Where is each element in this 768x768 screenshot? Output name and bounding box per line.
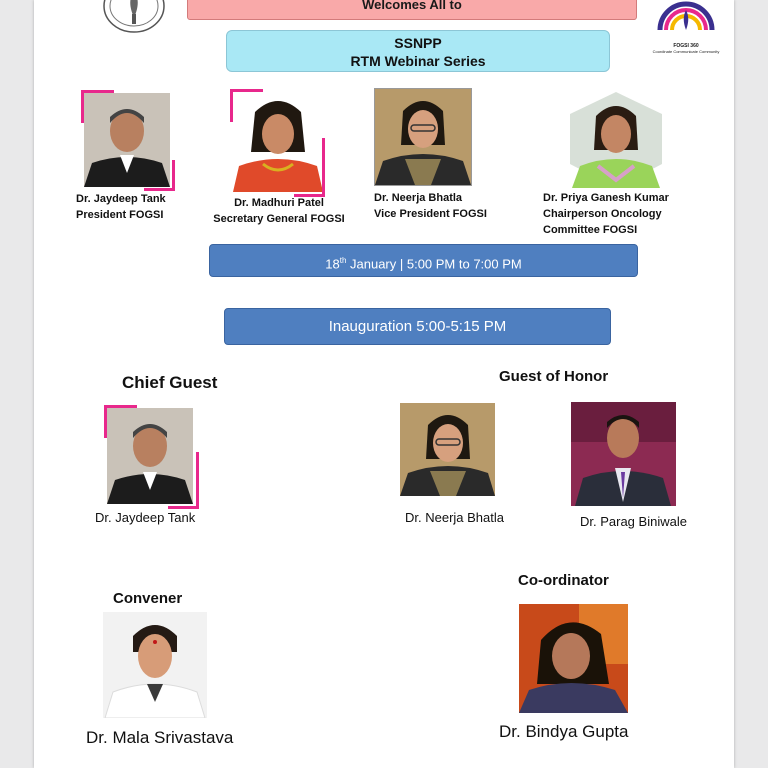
event-date-bar bbox=[209, 244, 638, 277]
fogsi-logo bbox=[103, 0, 165, 38]
series-line-2: RTM Webinar Series bbox=[350, 53, 486, 69]
official-caption-1 bbox=[76, 191, 206, 223]
poster-page bbox=[34, 0, 734, 768]
chief-guest-heading: Chief Guest bbox=[122, 373, 218, 392]
official-role: Secretary General FOGSI bbox=[213, 213, 345, 225]
official-name: Dr. Jaydeep Tank bbox=[76, 193, 166, 205]
official-role: Vice President FOGSI bbox=[374, 208, 487, 220]
convener-name: Dr. Mala Srivastava bbox=[86, 728, 234, 747]
official-role-line-2: Committee FOGSI bbox=[543, 224, 638, 236]
date-day: 18 bbox=[325, 256, 340, 272]
convener-heading: Convener bbox=[113, 590, 183, 607]
welcome-banner bbox=[187, 0, 637, 20]
portrait-neerja-bhatla bbox=[374, 88, 472, 186]
official-name: Dr. Neerja Bhatla bbox=[374, 192, 463, 204]
date-rest: January | 5:00 PM to 7:00 PM bbox=[346, 256, 522, 272]
official-role: President FOGSI bbox=[76, 209, 164, 221]
portrait-convener bbox=[103, 612, 207, 718]
inauguration-text: Inauguration 5:00-5:15 PM bbox=[328, 318, 507, 335]
official-name: Dr. Priya Ganesh Kumar bbox=[543, 192, 669, 204]
series-title-box bbox=[226, 30, 610, 72]
coordinator-name: Dr. Bindya Gupta bbox=[499, 722, 629, 741]
official-caption-2 bbox=[194, 195, 364, 227]
portrait-guest-of-honor-1 bbox=[400, 403, 495, 496]
coordinator-heading: Co-ordinator bbox=[518, 572, 609, 589]
official-role-line-1: Chairperson Oncology bbox=[543, 208, 662, 220]
guest-of-honor-heading: Guest of Honor bbox=[499, 368, 609, 385]
guest-of-honor-name-1: Dr. Neerja Bhatla bbox=[405, 510, 504, 525]
guest-of-honor-name-2: Dr. Parag Biniwale bbox=[580, 514, 687, 529]
official-name: Dr. Madhuri Patel bbox=[234, 197, 324, 209]
fogsi360-tagline: Coordinate Communicate Community bbox=[652, 49, 720, 54]
chief-guest-name: Dr. Jaydeep Tank bbox=[95, 510, 196, 525]
welcome-text: Welcomes All to bbox=[362, 0, 462, 12]
portrait-guest-of-honor-2 bbox=[571, 402, 676, 506]
portrait-priya-ganesh-kumar bbox=[568, 90, 664, 188]
official-caption-4 bbox=[543, 190, 723, 238]
official-caption-3 bbox=[374, 190, 534, 222]
fogsi360-logo bbox=[638, 0, 734, 64]
fogsi360-caption: FOGSI 360 bbox=[673, 43, 699, 49]
photo-frame-accent bbox=[144, 160, 175, 191]
photo-frame-accent bbox=[294, 138, 325, 197]
series-line-1: SSNPP bbox=[394, 35, 442, 51]
inauguration-bar bbox=[224, 308, 611, 345]
date-suffix: th bbox=[339, 256, 347, 265]
photo-frame-accent bbox=[168, 452, 199, 509]
portrait-coordinator bbox=[519, 604, 628, 713]
